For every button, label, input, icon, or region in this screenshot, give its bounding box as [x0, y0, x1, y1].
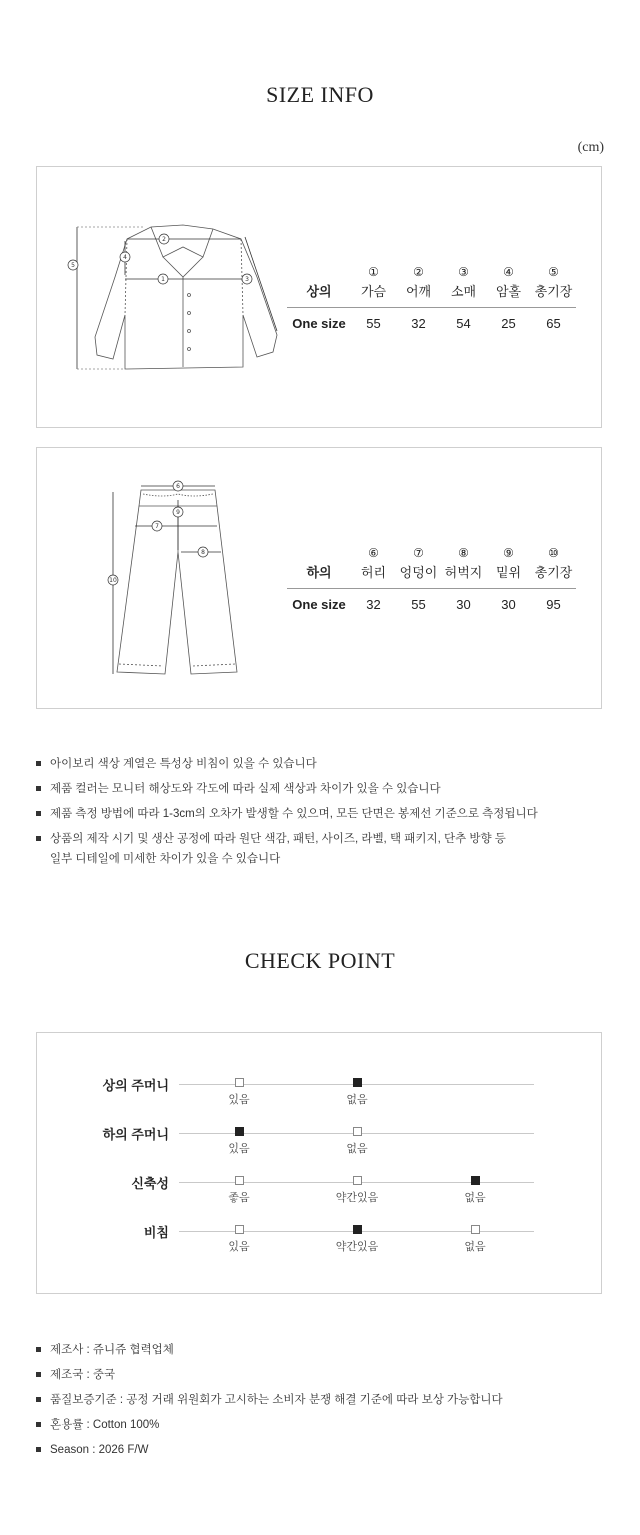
check-option	[199, 1225, 279, 1254]
marker-8: ⑧	[458, 546, 469, 560]
val-thigh: 30	[441, 589, 486, 620]
info-item: 품질보증기준 : 공정 거래 위원회가 고시하는 소비자 분쟁 해결 기준에 따라 보상 가능합니다	[36, 1390, 503, 1410]
val-waist: 32	[351, 589, 396, 620]
check-row-label: 신축성	[131, 1176, 169, 1191]
marker-4: ④	[503, 265, 514, 279]
empty-square-icon	[353, 1127, 362, 1136]
top-row-label: One size	[287, 308, 351, 339]
check-row-label: 하의 주머니	[102, 1127, 169, 1142]
bottom-value-row	[287, 589, 576, 620]
checked-square-icon	[235, 1127, 244, 1136]
check-option-label: 없음	[464, 1241, 486, 1253]
val-total-length: 65	[531, 308, 576, 339]
svg-text:8: 8	[201, 549, 205, 556]
col-total-length: 총기장	[534, 284, 573, 299]
check-row	[37, 1173, 603, 1213]
top-value-row	[287, 308, 576, 339]
empty-square-icon	[235, 1225, 244, 1234]
marker-2: ②	[413, 265, 424, 279]
val-armhole: 25	[486, 308, 531, 339]
check-option	[199, 1176, 279, 1205]
val-shoulder: 32	[396, 308, 441, 339]
bottom-header-row	[287, 562, 576, 589]
check-row	[37, 1075, 603, 1115]
bullet-icon	[36, 811, 41, 816]
marker-6: ⑥	[368, 546, 379, 560]
svg-text:6: 6	[176, 483, 180, 490]
empty-square-icon	[235, 1176, 244, 1185]
col-rise: 밑위	[495, 565, 522, 580]
marker-5: ⑤	[548, 265, 559, 279]
svg-text:2: 2	[162, 236, 166, 243]
bottom-row-label: One size	[287, 589, 351, 620]
col-hip: 엉덩이	[399, 565, 438, 580]
bullet-icon	[36, 1422, 41, 1427]
empty-square-icon	[235, 1078, 244, 1087]
val-rise: 30	[486, 589, 531, 620]
val-chest: 55	[351, 308, 396, 339]
check-row-label: 상의 주머니	[102, 1078, 169, 1093]
check-option-label: 없음	[346, 1143, 368, 1155]
check-option	[199, 1078, 279, 1107]
empty-square-icon	[471, 1225, 480, 1234]
note-item: 아이보리 색상 계열은 특성상 비침이 있을 수 있습니다	[36, 754, 538, 774]
check-row	[37, 1124, 603, 1164]
product-info-list	[36, 1340, 503, 1460]
top-header-row	[287, 281, 576, 308]
checked-square-icon	[471, 1176, 480, 1185]
check-option-label: 약간있음	[335, 1241, 379, 1253]
check-option	[317, 1176, 397, 1205]
col-sleeve: 소매	[450, 284, 477, 299]
col-total-length: 총기장	[534, 565, 573, 580]
col-chest: 가슴	[360, 284, 387, 299]
bullet-icon	[36, 836, 41, 841]
top-size-box	[36, 166, 602, 428]
check-row-label: 비침	[143, 1225, 169, 1240]
note-item: 제품 컬러는 모니터 해상도와 각도에 따라 실제 색상과 차이가 있을 수 있습니다	[36, 779, 538, 799]
top-marker-row	[287, 263, 576, 281]
check-option-label: 좋음	[228, 1192, 250, 1204]
check-row	[37, 1222, 603, 1262]
info-item: 제조국 : 중국	[36, 1365, 503, 1385]
check-option	[317, 1127, 397, 1156]
check-option	[317, 1225, 397, 1254]
svg-text:4: 4	[123, 254, 127, 261]
check-option	[435, 1176, 515, 1205]
check-option-label: 없음	[464, 1192, 486, 1204]
bullet-icon	[36, 1397, 41, 1402]
bottom-label: 하의	[306, 565, 332, 580]
empty-square-icon	[353, 1176, 362, 1185]
svg-text:9: 9	[176, 509, 180, 516]
check-option-label: 있음	[228, 1241, 250, 1253]
col-waist: 허리	[360, 565, 387, 580]
bottom-marker-row	[287, 544, 576, 562]
check-option	[199, 1127, 279, 1156]
marker-10: ⑩	[548, 546, 559, 560]
svg-text:5: 5	[71, 262, 75, 269]
check-point-box	[36, 1032, 602, 1294]
info-item: 혼용률 : Cotton 100%	[36, 1415, 503, 1435]
bottom-size-box	[36, 447, 602, 709]
col-shoulder: 어깨	[405, 284, 432, 299]
size-notes	[36, 754, 538, 869]
col-armhole: 암홀	[495, 284, 522, 299]
size-info-title: SIZE INFO	[266, 82, 374, 107]
check-option-label: 있음	[228, 1094, 250, 1106]
bullet-icon	[36, 761, 41, 766]
bullet-icon	[36, 1447, 41, 1452]
bullet-icon	[36, 786, 41, 791]
svg-text:3: 3	[245, 276, 249, 283]
marker-9: ⑨	[503, 546, 514, 560]
svg-text:10: 10	[109, 577, 117, 584]
marker-7: ⑦	[413, 546, 424, 560]
info-item: Season : 2026 F/W	[36, 1440, 503, 1460]
svg-text:7: 7	[155, 523, 159, 530]
bullet-icon	[36, 1372, 41, 1377]
svg-text:1: 1	[161, 276, 165, 283]
top-label: 상의	[306, 284, 332, 299]
check-point-title: CHECK POINT	[244, 948, 396, 973]
marker-3: ③	[458, 265, 469, 279]
info-item: 제조사 : 쥬니쥬 협력업체	[36, 1340, 503, 1360]
top-size-table	[287, 263, 576, 338]
check-option-label: 약간있음	[335, 1192, 379, 1204]
check-option-label: 없음	[346, 1094, 368, 1106]
col-thigh: 허벅지	[444, 565, 483, 580]
marker-1: ①	[368, 265, 379, 279]
bullet-icon	[36, 1347, 41, 1352]
check-option	[435, 1225, 515, 1254]
pants-sketch	[103, 478, 243, 682]
checked-square-icon	[353, 1225, 362, 1234]
unit-label: (cm)	[577, 140, 604, 155]
val-sleeve: 54	[441, 308, 486, 339]
bottom-size-table	[287, 544, 576, 619]
check-option-label: 있음	[228, 1143, 250, 1155]
note-item: 상품의 제작 시기 및 생산 공정에 따라 원단 색감, 패턴, 사이즈, 라벨, 택 패키지, 단추 방향 등	[36, 829, 538, 849]
shirt-sketch	[63, 217, 293, 377]
val-hip: 55	[396, 589, 441, 620]
note-item: 제품 측정 방법에 따라 1-3cm의 오차가 발생할 수 있으며, 모든 단면은 봉제선 기준으로 측정됩니다	[36, 804, 538, 824]
note-item-continued: 일부 디테일에 미세한 차이가 있을 수 있습니다	[50, 853, 281, 865]
val-total-length: 95	[531, 589, 576, 620]
checked-square-icon	[353, 1078, 362, 1087]
check-option	[317, 1078, 397, 1107]
